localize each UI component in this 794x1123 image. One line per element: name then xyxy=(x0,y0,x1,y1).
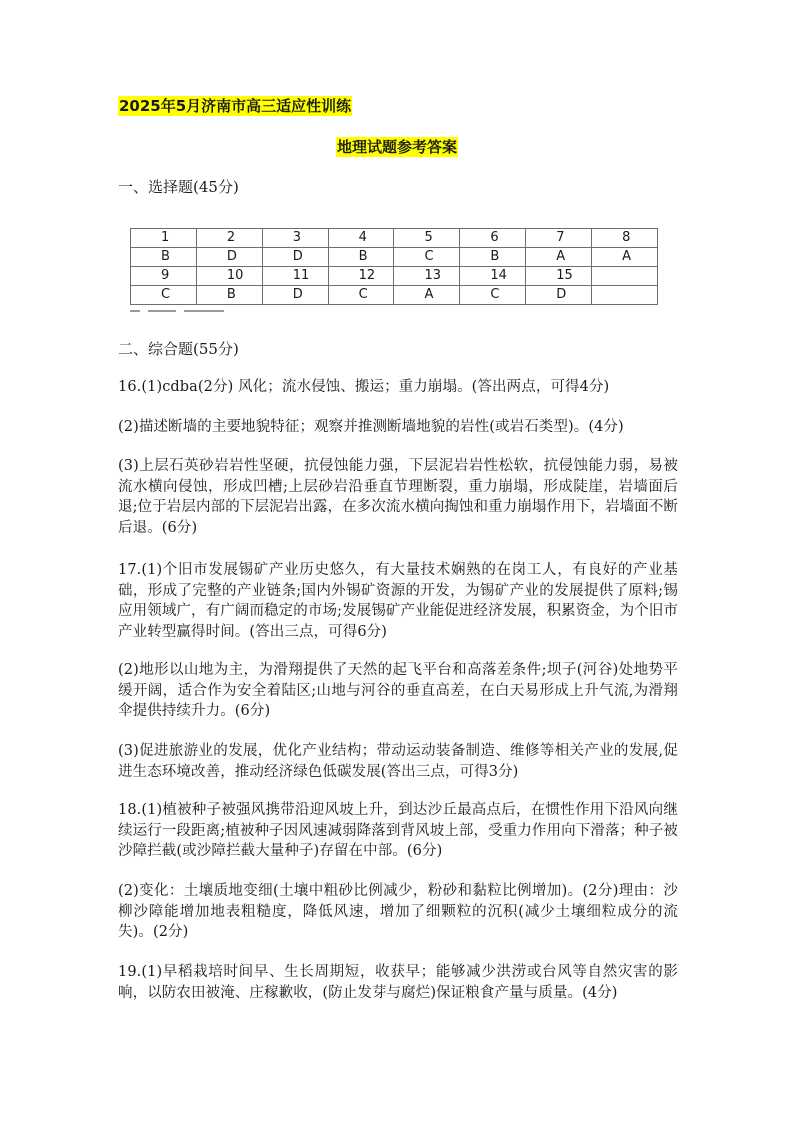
answer-table-row xyxy=(131,286,658,305)
answer-table-cell: D xyxy=(526,286,592,305)
answer-q17-part2: (2)地形以山地为主，为滑翔提供了天然的起飞平台和高落差条件;坝子(河谷)处地势平缓开阔，适合作为安全着陆区;山地与河谷的垂直高差，在白天易形成上升气流,为滑翔伞提供持续升力。(6分) xyxy=(118,662,679,719)
answer-q18-part2: (2)变化：土壤质地变细(土壤中粗砂比例减少，粉砂和黏粒比例增加)。(2分)理由：沙柳沙障能增加地表粗糙度，降低风速，增加了细颗粒的沉积(减少土壤细粒成分的流失)。(2分) xyxy=(118,883,678,940)
answer-table-cell: 15 xyxy=(526,267,592,286)
answer-table-cell: A xyxy=(394,286,460,305)
answer-table-cell: 13 xyxy=(394,267,460,286)
answer-table-cell: 12 xyxy=(328,267,394,286)
answer-q16-part2: (2)描述断墙的主要地貌特征；观察并推测断墙地貌的岩性(或岩石类型)。(4分) xyxy=(118,419,624,435)
answer-table-cell: C xyxy=(460,286,526,305)
answer-table-cell: 4 xyxy=(328,229,394,248)
answer-q16-part3: (3)上层石英砂岩岩性坚硬，抗侵蚀能力强，下层泥岩岩性松软，抗侵蚀能力弱，易被流水横向侵蚀，形成凹槽;上层砂岩沿垂直节理断裂，重力崩塌，形成陡崖，岩墙面后退;位于岩层内部的下层泥岩出露，在多次流水横向掏蚀和重力崩塌作用下，岩墙面不断后退。(6分) xyxy=(118,458,678,536)
answer-table-cell: 9 xyxy=(131,267,197,286)
answer-table-cell xyxy=(592,286,658,305)
answer-table-cell: C xyxy=(131,286,197,305)
answer-table-cell: D xyxy=(262,286,328,305)
answer-table-cell: B xyxy=(196,286,262,305)
answer-table-cell: 1 xyxy=(131,229,197,248)
cropped-text-residue xyxy=(130,310,260,315)
answer-table-cell: 11 xyxy=(262,267,328,286)
section-heading-comprehensive: 二、综合题(55分) xyxy=(118,340,239,358)
document-title: 2025年5月济南市高三适应性训练 xyxy=(119,97,352,115)
answer-table-cell: B xyxy=(131,248,197,267)
answer-table-cell: C xyxy=(328,286,394,305)
answer-table-cell: A xyxy=(592,248,658,267)
answer-q17-part3: (3)促进旅游业的发展，优化产业结构；带动运动装备制造、维修等相关产业的发展,促进生态环境改善，推动经济绿色低碳发展(答出三点，可得3分) xyxy=(118,743,678,780)
answer-table-cell: 2 xyxy=(196,229,262,248)
answer-table-cell: B xyxy=(328,248,394,267)
document-subtitle: 地理试题参考答案 xyxy=(337,138,458,156)
answer-table-cell xyxy=(592,267,658,286)
answer-table-cell: A xyxy=(526,248,592,267)
answer-table-cell: B xyxy=(460,248,526,267)
answer-table-row xyxy=(131,229,658,248)
answer-table-cell: 7 xyxy=(526,229,592,248)
answer-table-cell: 8 xyxy=(592,229,658,248)
answer-table-cell: 6 xyxy=(460,229,526,248)
answer-table xyxy=(130,228,658,305)
answer-table-cell: 10 xyxy=(196,267,262,286)
answer-table-cell: D xyxy=(196,248,262,267)
section-heading-choice: 一、选择题(45分) xyxy=(118,178,239,196)
answer-table-cell: 3 xyxy=(262,229,328,248)
answer-q16-part1: 16.(1)cdba(2分) 风化；流水侵蚀、搬运；重力崩塌。(答出两点，可得4分) xyxy=(118,379,610,395)
answer-table-row xyxy=(131,248,658,267)
answer-table-cell: C xyxy=(394,248,460,267)
answer-table-cell: D xyxy=(262,248,328,267)
answer-table-cell: 5 xyxy=(394,229,460,248)
answer-q19-part1: 19.(1)早稻栽培时间早、生长周期短，收获早；能够减少洪涝或台风等自然灾害的影响，以防农田被淹、庄稼歉收，(防止发芽与腐烂)保证粮食产量与质量。(4分) xyxy=(118,964,678,1001)
answer-q17-part1: 17.(1)个旧市发展锡矿产业历史悠久，有大量技术娴熟的在岗工人，有良好的产业基础，形成了完整的产业链条;国内外锡矿资源的开发，为锡矿产业的发展提供了原料;锡应用领域广，有广阔而稳定的市场;发展锡矿产业能促进经济发展，积累资金，为个旧市产业转型赢得时间。(答出三点，可得6分) xyxy=(118,562,678,640)
answer-q18-part1: 18.(1)植被种子被强风携带沿迎风坡上升，到达沙丘最高点后，在惯性作用下沿风向继续运行一段距离;植被种子因风速减弱降落到背风坡上部，受重力作用向下滑落；种子被沙障拦截(或沙障拦截大量种子)存留在中部。(6分) xyxy=(118,802,678,859)
answer-table-row xyxy=(131,267,658,286)
answer-table-cell: 14 xyxy=(460,267,526,286)
